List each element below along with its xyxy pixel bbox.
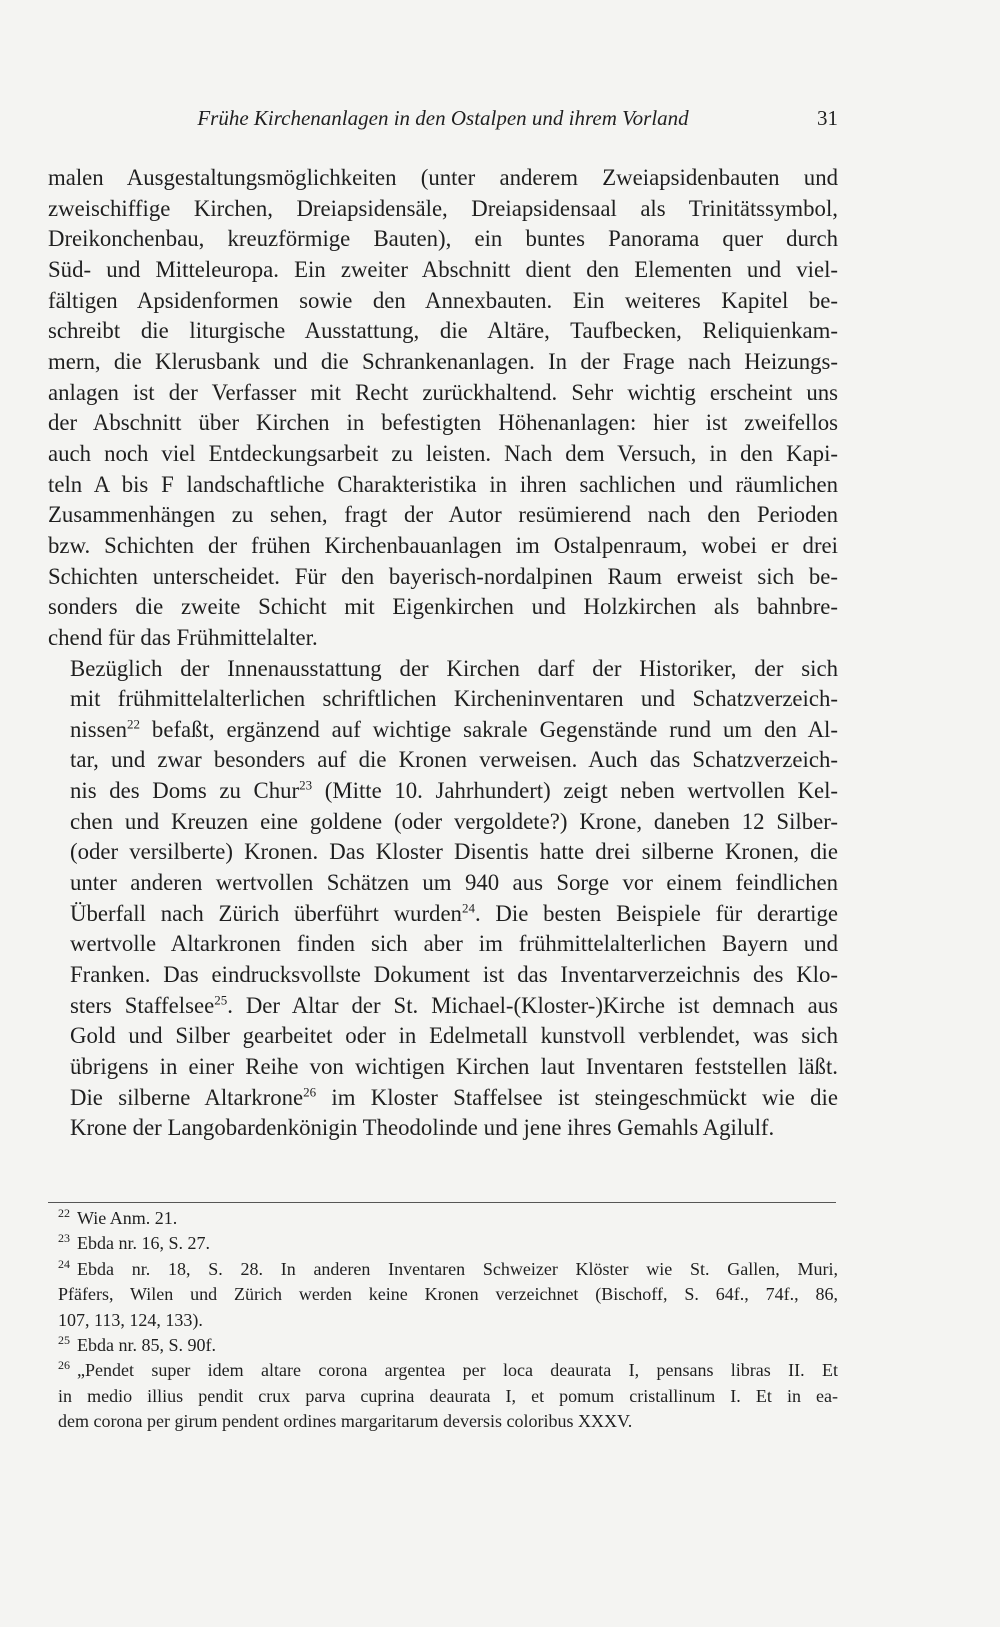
footnote-25 <box>48 1333 838 1358</box>
footnote-text: Ebda nr. 16, S. 27. <box>77 1233 210 1254</box>
footnote-number: 26 <box>58 1358 70 1373</box>
text-line <box>48 991 838 1022</box>
footnote-text: „Pendet super idem altare corona argentea per loca deaurata I, pensans libras II. Et <box>77 1360 838 1381</box>
footnote-number: 25 <box>58 1333 70 1348</box>
text-line: malen Ausgestaltungsmöglichkeiten (unter anderem Zweiapsidenbauten und <box>48 165 838 190</box>
footnote-text: Wie Anm. 21. <box>77 1208 178 1228</box>
text-line: der Abschnitt über Kirchen in befestigten Höhenanlagen: hier ist zweifellos <box>48 410 838 436</box>
footnote-text: Ebda nr. 18, S. 28. In anderen Inventaren Schweizer Klöster wie St. Gallen, Muri, <box>77 1258 838 1279</box>
text-segment: . Die besten Beispiele für derartige <box>474 900 839 926</box>
text-line: Krone der Langobardenkönigin Theodolinde und jene ihres Gemahls Agilulf. <box>70 1115 775 1141</box>
footnote-divider <box>48 1202 836 1203</box>
footnote-26 <box>48 1358 838 1434</box>
footnote-line <box>58 1358 838 1383</box>
text-segment: im Kloster Staffelsee ist steingeschmückt wie die <box>316 1084 839 1110</box>
text-line: wertvolle Altarkronen finden sich aber im frühmittelalterlichen Bayern und <box>70 931 838 957</box>
text-line: Zusammenhängen zu sehen, fragt der Autor resümierend nach den Perioden <box>48 502 838 528</box>
footnote-reference-24[interactable]: 24 <box>461 900 475 916</box>
footnote-line: Pfäfers, Wilen und Zürich werden keine Kronen verzeichnet (Bischoff, S. 64f., 74f., 86, <box>58 1284 838 1305</box>
text-segment: nissen <box>70 716 127 742</box>
text-line: chend für das Frühmittelalter. <box>48 624 318 650</box>
text-line: mit frühmittelalterlichen schriftlichen Kircheninventaren und Schatzverzeich- <box>70 686 838 712</box>
text-segment: sters Staffelsee <box>70 992 215 1018</box>
footnote-reference-23[interactable]: 23 <box>299 777 313 793</box>
footnote-line: in medio illius pendit crux parva cuprina deaurata I, et pomum cristallinum I. Et in ea- <box>58 1385 838 1406</box>
footnote-number: 23 <box>58 1231 70 1246</box>
paragraph-2 <box>48 654 838 1145</box>
text-segment: befaßt, ergänzend auf wichtige sakrale Gegenstände rund um den Al- <box>140 716 838 742</box>
paragraph-1 <box>48 163 838 654</box>
text-line: schreibt die liturgische Ausstattung, die Altäre, Taufbecken, Reliquienkam- <box>48 318 838 344</box>
text-line <box>48 1083 838 1114</box>
text-line: Schichten unterscheidet. Für den bayerisch-nordalpinen Raum erweist sich be- <box>48 563 838 589</box>
footnote-line <box>58 1231 838 1256</box>
text-line: Dreikonchenbau, kreuzförmige Bauten), ein buntes Panorama quer durch <box>48 226 838 252</box>
text-segment: (Mitte 10. Jahrhundert) zeigt neben wertvollen Kel- <box>312 778 838 804</box>
footnote-reference-25[interactable]: 25 <box>214 992 228 1008</box>
page-number: 31 <box>817 106 838 130</box>
text-line: mern, die Klerusbank und die Schrankenanlagen. In der Frage nach Heizungs- <box>48 348 838 374</box>
text-segment: Die silberne Altarkrone <box>70 1084 304 1110</box>
text-line: chen und Kreuzen eine goldene (oder vergoldete?) Krone, daneben 12 Silber- <box>70 808 838 834</box>
text-segment: nis des Doms zu Chur <box>70 778 300 804</box>
footnote-line <box>58 1206 838 1231</box>
main-text <box>48 163 838 1144</box>
text-line: zweischiffige Kirchen, Dreiapsidensäle, Dreiapsidensaal als Trinitätssymbol, <box>48 195 838 221</box>
footnote-line: dem corona per girum pendent ordines margaritarum deversis coloribus XXXV. <box>58 1411 633 1432</box>
running-head <box>48 102 838 134</box>
text-line: sonders die zweite Schicht mit Eigenkirchen und Holzkirchen als bahnbre- <box>48 594 838 620</box>
text-line <box>48 776 838 807</box>
text-line: teln A bis F landschaftliche Charakteristika in ihren sachlichen und räumlichen <box>48 471 838 497</box>
text-segment: . Der Altar der St. Michael-(Kloster-)Kirche ist demnach aus <box>227 992 838 1018</box>
text-segment: Überfall nach Zürich überführt wurden <box>70 900 462 926</box>
footnote-reference-26[interactable]: 26 <box>303 1084 317 1100</box>
footnote-number: 22 <box>58 1206 70 1220</box>
text-line: Franken. Das eindrucksvollste Dokument ist das Inventarverzeichnis des Klo- <box>70 962 838 988</box>
text-line: tar, und zwar besonders auf die Kronen verweisen. Auch das Schatzverzeich- <box>70 747 838 773</box>
footnotes <box>48 1206 838 1435</box>
footnote-line <box>58 1333 838 1358</box>
footnote-line <box>58 1257 838 1282</box>
text-line: Süd- und Mitteleuropa. Ein zweiter Abschnitt dient den Elementen und viel- <box>48 256 838 282</box>
text-line: Bezüglich der Innenausstattung der Kirchen darf der Historiker, der sich <box>70 655 838 681</box>
text-line: bzw. Schichten der frühen Kirchenbauanlagen im Ostalpenraum, wobei er drei <box>48 532 838 558</box>
text-line: (oder versilberte) Kronen. Das Kloster Disentis hatte drei silberne Kronen, die <box>70 839 838 865</box>
text-line: fältigen Apsidenformen sowie den Annexbauten. Ein weiteres Kapitel be- <box>48 287 838 313</box>
footnote-22 <box>48 1206 838 1231</box>
footnote-text: Ebda nr. 85, S. 90f. <box>77 1335 216 1356</box>
running-title: Frühe Kirchenanlagen in den Ostalpen und ihrem Vorland <box>197 106 689 130</box>
text-line: übrigens in einer Reihe von wichtigen Kirchen laut Inventaren feststellen läßt. <box>70 1054 838 1080</box>
footnote-23 <box>48 1231 838 1256</box>
footnote-reference-22[interactable]: 22 <box>127 716 140 732</box>
footnote-number: 24 <box>58 1256 70 1271</box>
text-line: auch noch viel Entdeckungsarbeit zu leisten. Nach dem Versuch, in den Kapi- <box>48 440 838 466</box>
text-line <box>48 715 838 746</box>
text-line: unter anderen wertvollen Schätzen um 940 aus Sorge vor einem feindlichen <box>70 870 838 896</box>
text-line: Gold und Silber gearbeitet oder in Edelmetall kunstvoll verblendet, was sich <box>70 1023 838 1049</box>
footnote-24 <box>48 1257 838 1333</box>
text-line: anlagen ist der Verfasser mit Recht zurückhaltend. Sehr wichtig erscheint uns <box>48 379 838 405</box>
footnote-line: 107, 113, 124, 133). <box>58 1309 203 1330</box>
text-line <box>48 899 838 930</box>
